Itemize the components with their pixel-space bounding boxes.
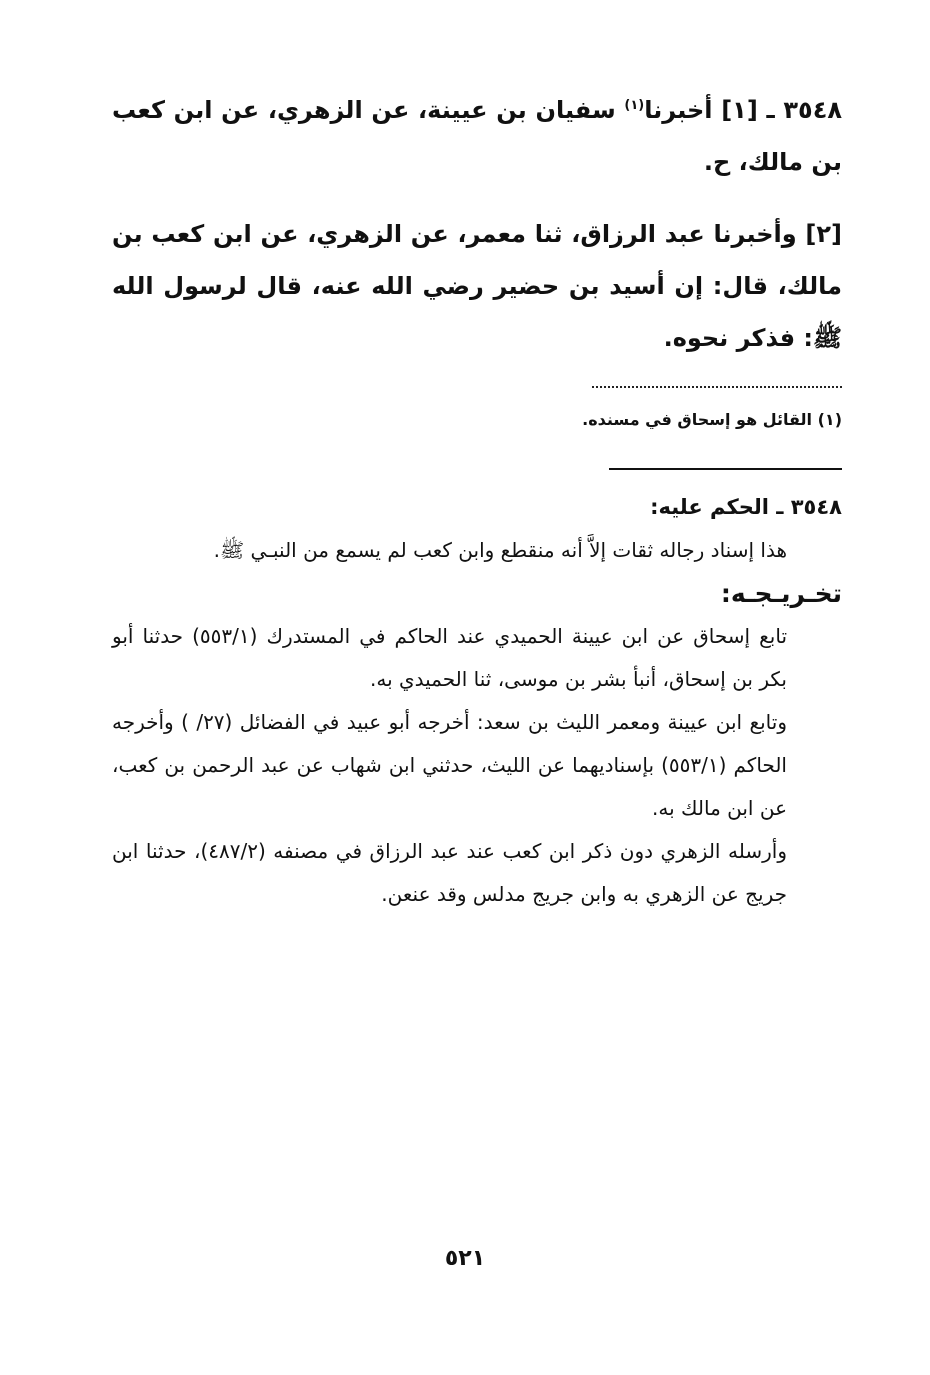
takhrij-paragraph-1: تابع إسحاق عن ابن عيينة الحميدي عند الحاكم في المستدرك (٥٥٣/١) حدثنا أبو بكر بن إسحاق، أنبأ بشر بن موسى، ثنا الحميدي به. (112, 624, 788, 691)
takhrij-paragraph-3: وأرسله الزهري دون ذكر ابن كعب عند عبد الرزاق في مصنفه (٤٨٧/٢)، حدثنا ابن جريج عن الزهري به وابن جريج مدلس وقد عنعن. (112, 839, 787, 906)
footnote-marker[interactable]: (١) (624, 98, 645, 113)
hadith-1-text-start: ٣٥٤٨ ـ [١] أخبرنا (644, 96, 842, 124)
takhrij-paragraph-2: وتابع ابن عيينة ومعمر الليث بن سعد: أخرجه أبو عبيد في الفضائل (٢٧/ ) وأخرجه الحاكم (٥٥٣/١) بإسناديهما عن الليث، حدثني ابن شهاب عن عبد الرحمن بن كعب، عن ابن مالك به. (112, 710, 787, 820)
section-divider (609, 468, 842, 470)
footnote-text: (١) القائل هو إسحاق في مسنده. (582, 410, 842, 429)
ruling-text: هذا إسناد رجاله ثقات إلاَّ أنه منقطع وابن كعب لم يسمع من النبـي ﷺ. (213, 538, 787, 562)
footnote-separator (592, 378, 842, 388)
ruling-section (112, 486, 842, 916)
takhrij-heading: تخـريـجـه: (720, 579, 842, 608)
ruling-heading: ٣٥٤٨ ـ الحكم عليه: (650, 495, 842, 519)
hadith-1-text-end: سفيان بن عيينة، عن الزهري، عن ابن كعب بن مالك، ح. (112, 96, 842, 176)
hadith-paragraph-2: [٢] وأخبرنا عبد الرزاق، ثنا معمر، عن الزهري، عن ابن كعب بن مالك، قال: إن أسيد بن حضير رضي الله عنه، قال لرسول الله ﷺ: فذكر نحوه. (112, 220, 842, 352)
hadith-paragraph-1 (112, 84, 842, 188)
page-number: ٥٢١ (444, 1246, 486, 1271)
